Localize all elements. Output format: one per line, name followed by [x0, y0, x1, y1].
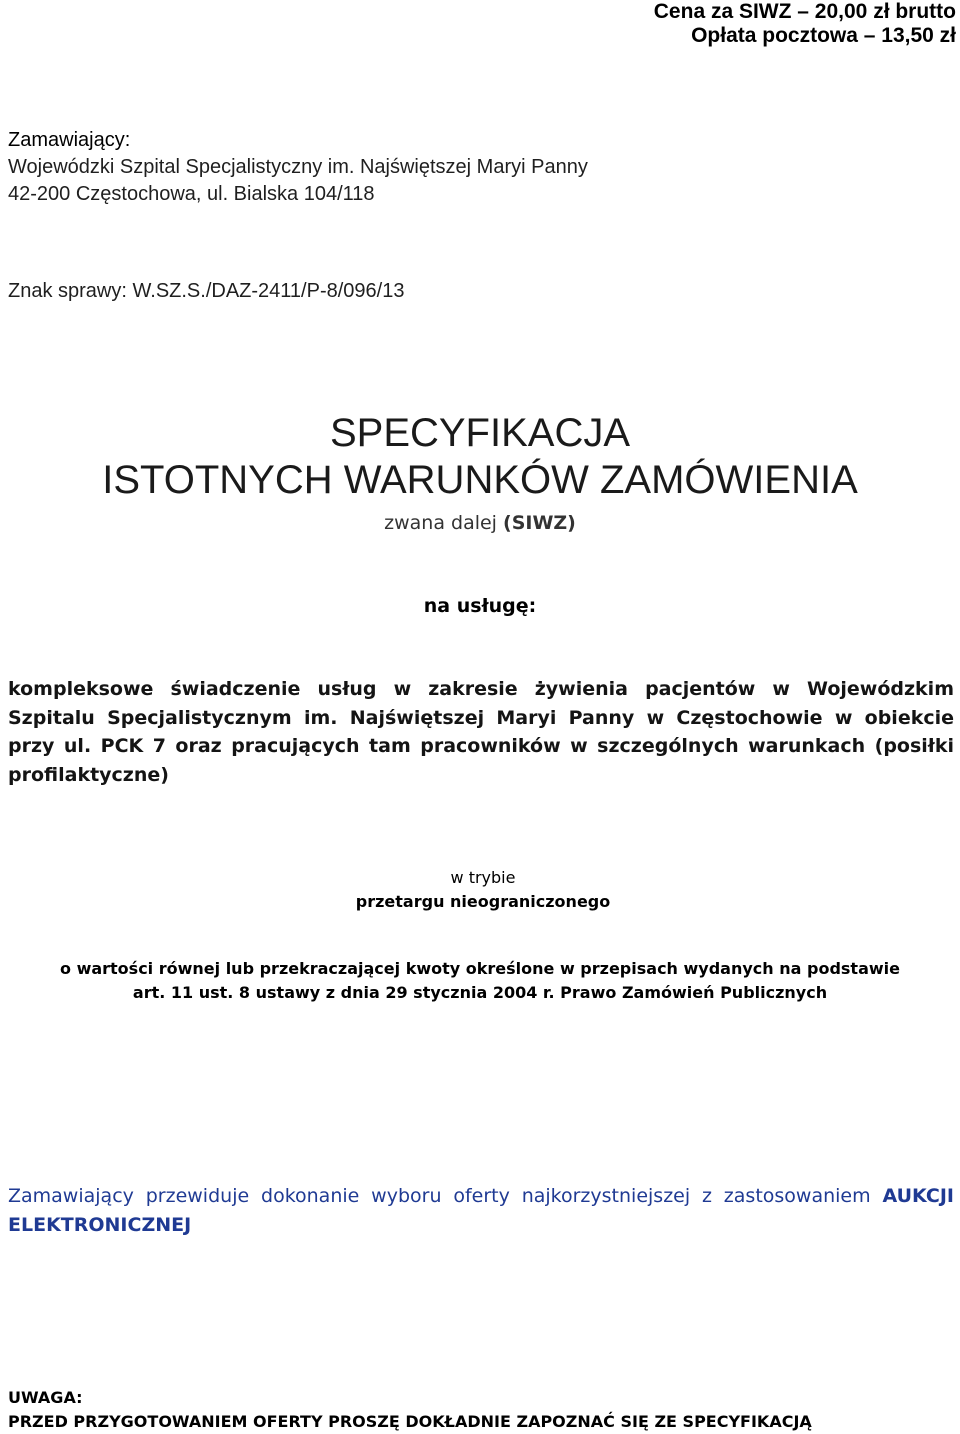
ordering-party-address: 42-200 Częstochowa, ul. Bialska 104/118 [8, 183, 375, 205]
value-clause-line2: art. 11 ust. 8 ustawy z dnia 29 stycznia 2004 r. Prawo Zamówień Publicznych [132, 983, 828, 1002]
price-info [654, 0, 956, 48]
ordering-party [8, 127, 588, 208]
value-clause-line1: o wartości równej lub przekraczającej kwoty określone w przepisach wydanych na podstawie [60, 959, 900, 978]
procedure-intro: w trybie [450, 868, 516, 887]
subtitle-abbreviation: (SIWZ) [503, 512, 576, 534]
warning-label: UWAGA: [8, 1388, 83, 1407]
auction-notice-emphasis: AUKCJI ELEKTRONICZNEJ [8, 1185, 954, 1236]
service-description: kompleksowe świadczenie usług w zakresie żywienia pacjentów w Wojewódzkim Szpitalu Specjalistycznym im. Najświętszej Maryi Panny w Częstochowie w obiekcie przy ul. PCK 7 oraz pracujących tam pracowników w szczególnych warunkach (posiłki profilaktyczne) [8, 678, 954, 786]
document-title-line1: SPECYFIKACJA [329, 411, 631, 455]
procedure-mode: przetargu nieograniczonego [355, 892, 611, 911]
subtitle-prefix: zwana dalej [384, 512, 497, 534]
document-title [0, 410, 960, 504]
document-title-line2: ISTOTNYCH WARUNKÓW ZAMÓWIENIA [102, 458, 858, 502]
siwz-price: Cena za SIWZ – 20,00 zł brutto [653, 0, 956, 23]
value-clause [0, 957, 960, 1005]
document-subtitle [0, 510, 960, 536]
auction-notice-text: Zamawiający przewiduje dokonanie wyboru oferty najkorzystniejszej z zastosowaniem [8, 1185, 871, 1207]
service-label: na usługę: [423, 595, 537, 617]
warning-text: PRZED PRZYGOTOWANIEM OFERTY PROSZĘ DOKŁADNIE ZAPOZNAĆ SIĘ ZE SPECYFIKACJĄ [8, 1412, 812, 1431]
ordering-party-name: Wojewódzki Szpital Specjalistyczny im. Najświętszej Maryi Panny [8, 156, 588, 178]
auction-notice [8, 1182, 954, 1239]
postage-fee: Opłata pocztowa – 13,50 zł [691, 24, 956, 47]
ordering-party-label: Zamawiający: [8, 129, 131, 151]
case-number: Znak sprawy: W.SZ.S./DAZ-2411/P-8/096/13 [8, 280, 405, 302]
